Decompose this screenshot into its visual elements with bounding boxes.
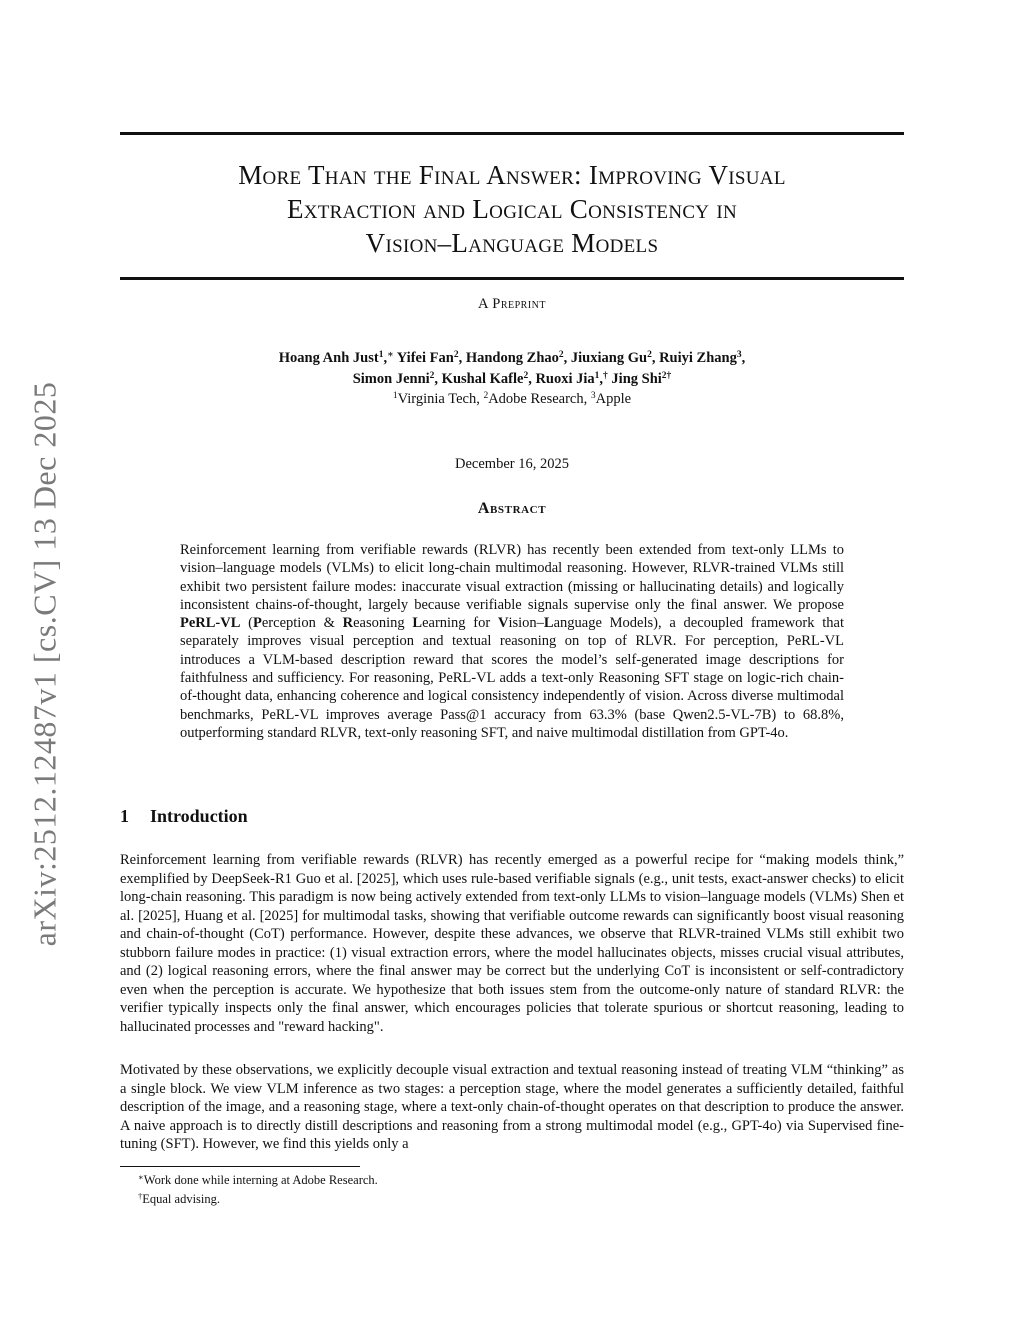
arxiv-identifier: arXiv:2512.12487v1 [cs.CV] 13 Dec 2025: [26, 381, 63, 947]
author-name: Hoang Anh Just: [278, 350, 379, 366]
author-affil-sup: 1: [378, 350, 384, 360]
author-affil-sup: 2: [453, 350, 459, 360]
author-affil-sup: 1: [594, 371, 600, 381]
acronym-letter: P: [253, 615, 262, 632]
author-line-2: [120, 369, 904, 390]
footnote-text: Work done while interning at Adobe Research.: [143, 1173, 378, 1187]
affil-sup: 1: [392, 391, 398, 401]
author-sep: ,: [434, 371, 439, 387]
acronym-letter: V: [497, 615, 509, 632]
author-affil-sup: 2†: [661, 371, 672, 381]
abstract-text: easoning: [353, 615, 413, 632]
author-sep: ,: [599, 371, 604, 387]
section-number: 1: [120, 806, 129, 826]
affil-sup: 3: [590, 391, 596, 401]
title-line-3: Vision–Language Models: [365, 228, 659, 258]
author-sep: ,: [651, 350, 656, 366]
author-name: Handong Zhao: [465, 350, 559, 366]
author-affil-sup: 2: [558, 350, 564, 360]
abstract-text: ision–: [508, 615, 544, 632]
title-line-1: More Than the Final Answer: Improving Visual: [238, 160, 786, 190]
title-line-2: Extraction and Logical Consistency in: [286, 194, 738, 224]
acronym-letter: R: [342, 615, 354, 632]
affil-name: Adobe Research,: [488, 391, 588, 407]
method-name: PeRL-VL: [180, 615, 241, 632]
author-name: Kushal Kafle: [441, 371, 524, 387]
author-line-1: [120, 348, 904, 369]
abstract-body: [180, 541, 844, 742]
section-title: Introduction: [150, 806, 248, 826]
intro-paragraph-1: Reinforcement learning from verifiable rewards (RLVR) has recently emerged as a powerful recipe for “making models think,” exemplified by DeepSeek-R1 Guo et al. [2025], which uses rule-based verifiable signals (e.g., unit tests, exact-answer checks) to elicit long-chain reasoning. This paradigm is now being actively extended from text-only LLMs to vision–language models (VLMs) Shen et al. [2025], Huang et al. [2025] for multimodal tasks, showing that verifiable outcome rewards can significantly boost visual reasoning and chain-of-thought (CoT) performance. However, despite these advances, we observe that RLVR-trained VLMs still exhibit two stubborn failure modes in practice: (1) visual extraction errors, where the model hallucinates objects, misses crucial visual attributes, and (2) logical reasoning errors, where the final answer may be correct but the underlying CoT is inconsistent or self-contradictory even when the perception is accurate. We hypothesize that both issues stem from the outcome-only nature of standard RLVR: the verifier typically inspects only the final answer, which encourages policies that tolerate spurious or shortcut reasoning, leading to hallucinated processes and "reward hacking".: [120, 852, 904, 1035]
affil-sup: 2: [483, 391, 489, 401]
footnote-mark: ∗: [138, 1172, 144, 1182]
author-name: Simon Jenni: [352, 371, 430, 387]
author-name: Jing Shi: [611, 371, 662, 387]
abstract-text: Reinforcement learning from verifiable rewards (RLVR) has recently been extended from text-only LLMs to vision–language models (VLMs) to elicit long-chain multimodal reasoning. However, RLVR-trained VLMs still exhibit two persistent failure modes: inaccurate visual extraction (missing or hallucinating details) and logically inconsistent chains-of-thought, largely because verifiable signals supervise only the final answer. We propose: [180, 542, 844, 613]
author-sep: ,: [528, 371, 532, 387]
footnote-mark: †: [138, 1191, 143, 1201]
author-note-mark: †: [603, 371, 608, 381]
acronym-letter: L: [543, 615, 554, 632]
author-sep: ,: [741, 350, 746, 366]
title-rule-bottom: [120, 277, 904, 280]
author-sep: ,: [563, 350, 568, 366]
intro-paragraph-2: Motivated by these observations, we explicitly decouple visual extraction and textual reasoning instead of treating VLM “thinking” as a single block. We view VLM inference as two stages: a perception stage, where the model generates a sufficiently detailed, faithful description of the image, and a reasoning stage, where a text-only chain-of-thought operates on that description to produce the answer. A naive approach is to directly distill descriptions and reasoning from a strong multimodal model (e.g., GPT-4o) via Supervised fine-tuning (SFT). However, we find this yields only a: [120, 1062, 904, 1152]
author-sep: ,: [458, 350, 463, 366]
author-name: Yifei Fan: [396, 350, 454, 366]
abstract-text: erception &: [261, 615, 343, 632]
author-affil-sup: 2: [647, 350, 652, 360]
paper-date: December 16, 2025: [455, 456, 569, 472]
footnote-2: [138, 1191, 220, 1207]
abstract-heading: Abstract: [477, 500, 547, 517]
affil-name: Virginia Tech,: [397, 391, 480, 407]
acronym-letter: L: [412, 615, 423, 632]
abstract-text: earning for: [422, 615, 498, 632]
title-rule-top: [120, 132, 904, 135]
affiliations: [120, 389, 904, 410]
author-affil-sup: 2: [523, 371, 529, 381]
footnote-text: Equal advising.: [142, 1192, 221, 1206]
paper-title: [120, 158, 904, 260]
author-affil-sup: 3: [736, 350, 742, 360]
section-heading: [120, 806, 248, 827]
preprint-label: A Preprint: [477, 296, 547, 312]
abstract-text: anguage Models): [553, 615, 658, 632]
footnote-rule: [120, 1166, 360, 1167]
footnote-1: [138, 1172, 378, 1188]
abstract-text: (: [240, 615, 254, 632]
arxiv-sidebar: [0, 0, 90, 1325]
author-name: Ruiyi Zhang: [659, 350, 737, 366]
author-sep: ,: [383, 350, 388, 366]
author-list: [120, 348, 904, 390]
author-name: Jiuxiang Gu: [570, 350, 648, 366]
author-note-mark: ∗: [387, 350, 394, 360]
abstract-text: , a decoupled framework that separately improves visual perception and textual reasoning on top of RLVR. For perception, PeRL-VL introduces a VLM-based description reward that scores the model’s self-generated image descriptions for faithfulness and sufficiency. For reasoning, PeRL-VL adds a text-only Reasoning SFT stage on logic-rich chain-of-thought data, enhancing coherence and logical consistency independently of vision. Across diverse multimodal benchmarks, PeRL-VL improves average Pass@1 accuracy from 63.3% (base Qwen2.5-VL-7B) to 68.8%, outperforming standard RLVR, text-only reasoning SFT, and naive multimodal distillation from GPT-4o.: [180, 615, 844, 741]
author-affil-sup: 2: [429, 371, 435, 381]
affil-name: Apple: [595, 391, 632, 407]
author-name: Ruoxi Jia: [535, 371, 595, 387]
